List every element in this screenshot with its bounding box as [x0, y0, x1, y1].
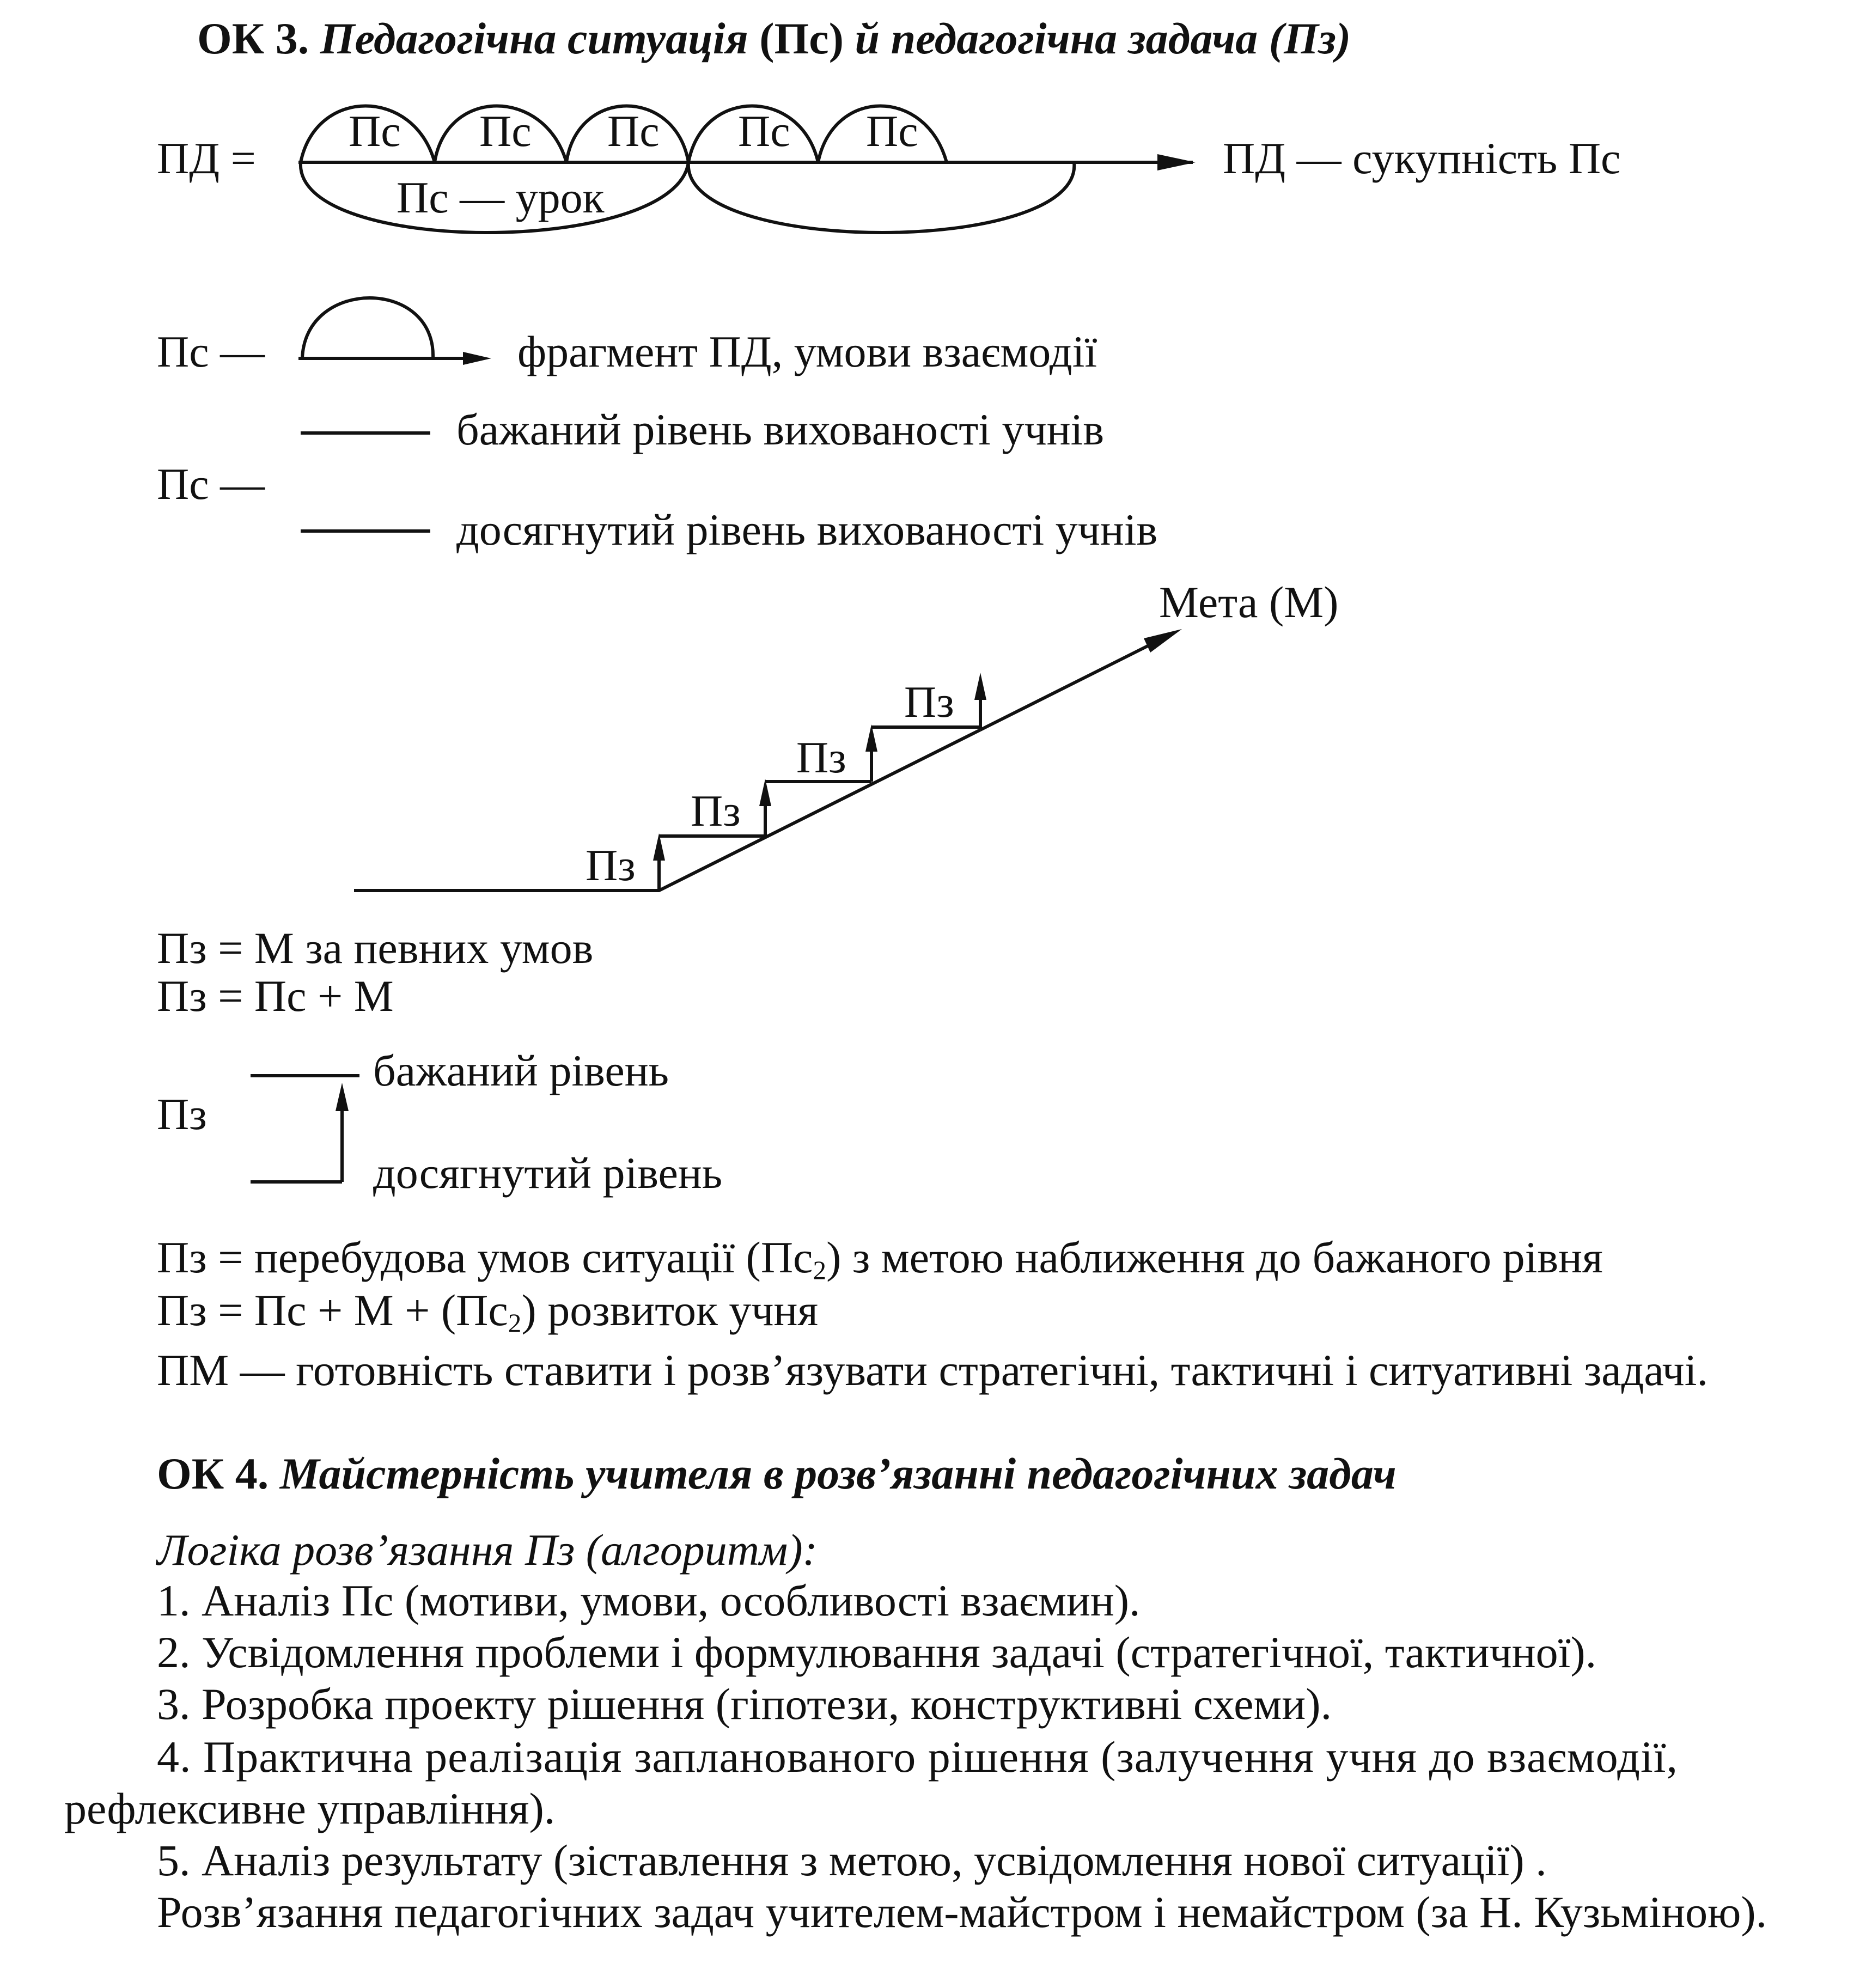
step-label-4: Пз [904, 677, 954, 727]
pm-line: ПМ — готовність ставити і розв’язувати стратегічні, тактичні і ситуативні задачі. [157, 1345, 1708, 1395]
arc-label-1: Пс [349, 106, 401, 156]
ok4-prefix: ОК 4. [157, 1449, 269, 1498]
rebuild-line [157, 1235, 1603, 1284]
ps-levels-desired: бажаний рівень вихованості учнів [456, 405, 1105, 454]
staircase-base [354, 730, 980, 891]
algo-item-3: 3. Розробка проекту рішення (гіпотези, конструктивні схеми). [157, 1679, 1332, 1729]
development-b: ) розвиток учня [521, 1285, 819, 1335]
rebuild-b: ) з метою наближення до бажаного рівня [826, 1233, 1603, 1282]
rebuild-sub: 2 [813, 1255, 827, 1285]
ps-levels-achieved: досягнутий рівень вихованості учнів [456, 505, 1158, 554]
arc-label-3: Пс [607, 106, 660, 156]
ps-def-text: фрагмент ПД, умови взаємодії [517, 327, 1097, 376]
pz-levels-lhs: Пз [157, 1089, 207, 1139]
ok4-title: Майстерність учителя в розв’язанні педагогічних задач [279, 1449, 1397, 1498]
ok4-subtitle: Логіка розв’язання Пз (алгоритм): [157, 1525, 818, 1575]
goal-line [980, 633, 1174, 730]
fragment-arrow-head [463, 352, 491, 365]
goal-arrow-head [1144, 629, 1182, 652]
ok4-heading [157, 1449, 1397, 1498]
ok3-title-a: Педагогічна ситуація [320, 14, 748, 63]
ok3-prefix: ОК 3. [197, 14, 309, 63]
arc-label-2: Пс [479, 106, 532, 156]
ok3-title-b: (Пс) [759, 14, 844, 63]
step-label-3: Пз [796, 733, 846, 782]
algo-item-4: 4. Практична реалізація запланованого рішення (залучення учня до взаємодії, [157, 1732, 1679, 1782]
algo-item-1: 1. Аналіз Пс (мотиви, умови, особливості взаємин). [157, 1576, 1141, 1625]
pz-desired-label: бажаний рівень [373, 1046, 669, 1095]
algo-item-4-cont: рефлексивне управління). [64, 1784, 556, 1833]
rebuild-a: Пз = перебудова умов ситуації (Пс [157, 1233, 813, 1282]
ok3-title-d: (Пз) [1269, 14, 1351, 63]
pd-arrow-head [1157, 154, 1196, 170]
lesson-arc-2 [688, 162, 1075, 233]
algo-item-2: 2. Усвідомлення проблеми і формулювання задачі (стратегічної, тактичної). [157, 1627, 1597, 1677]
ps-def-lhs: Пс — [157, 327, 265, 376]
ok3-title-c: й педагогічна задача [855, 14, 1258, 63]
step-label-2: Пз [691, 786, 741, 836]
pz-up-arrow-head [336, 1083, 349, 1111]
lesson-label: Пс — урок [397, 173, 605, 222]
algo-item-5: 5. Аналіз результату (зіставлення з метою, усвідомлення нової ситуації) . [157, 1835, 1547, 1885]
development-a: Пз = Пс + М + (Пс [157, 1285, 508, 1335]
pz-achieved-label: досягнутий рівень [373, 1148, 723, 1198]
goal-label: Мета (М) [1159, 577, 1339, 627]
development-line [157, 1285, 819, 1338]
ps-levels-lhs: Пс — [157, 459, 265, 509]
pd-rhs: ПД — сукупність Пс [1223, 133, 1621, 183]
fragment-arc [302, 298, 433, 358]
kuzmina-line: Розв’язання педагогічних задач учителем-майстром і немайстром (за Н. Кузьміною). [157, 1887, 1767, 1937]
development-sub: 2 [508, 1308, 522, 1338]
formula-1: Пз = М за певних умов [157, 923, 594, 973]
arc-label-4: Пс [738, 106, 790, 156]
step-label-1: Пз [586, 840, 636, 890]
formula-2: Пз = Пс + М [157, 971, 394, 1021]
pd-lhs: ПД = [157, 133, 256, 183]
arc-label-5: Пс [866, 106, 918, 156]
